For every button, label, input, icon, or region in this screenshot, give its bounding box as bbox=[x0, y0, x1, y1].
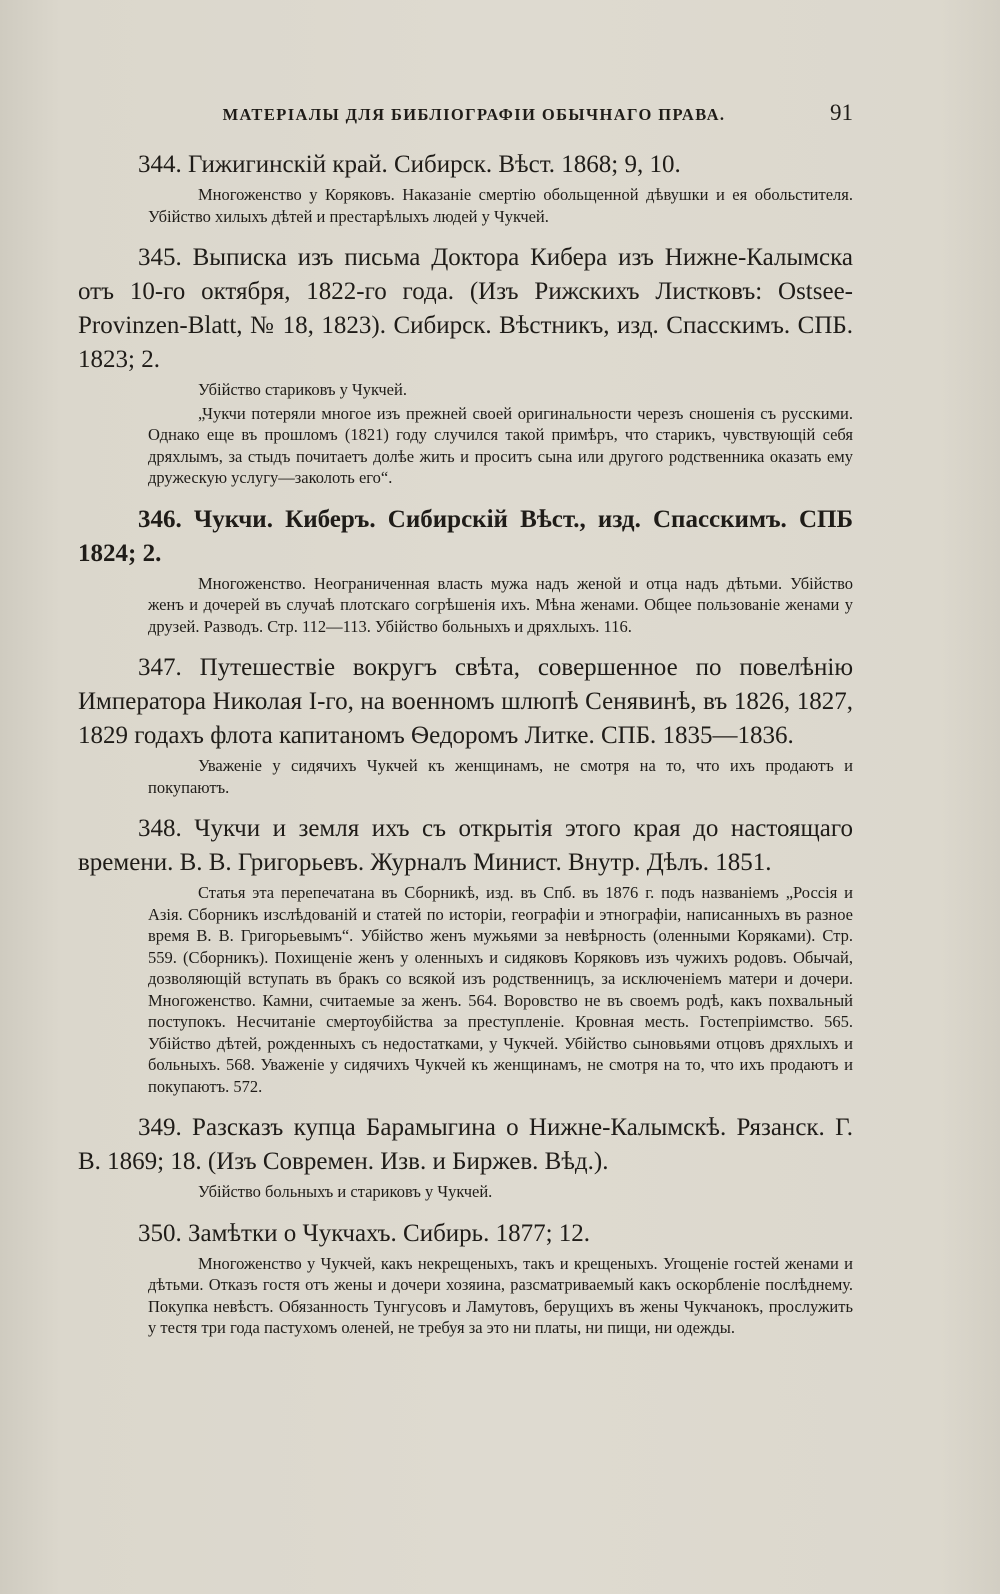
entry-348 bbox=[78, 812, 853, 1097]
annotation-block bbox=[78, 755, 853, 798]
entry-title: 349. Разсказъ купца Барамыгина о Нижне-Калымскѣ. Рязанск. Г. В. 1869; 18. (Изъ Современ. Изв. и Биржев. Вѣд.). bbox=[78, 1114, 853, 1175]
annotation-block bbox=[78, 184, 853, 227]
annotation: Многоженство. Неограниченная власть мужа надъ женой и отца надъ дѣтьми. Убійство женъ и дочерей въ случаѣ плотскаго согрѣшенія ихъ. Мѣна женами. Общее пользованіе женами у друзей. Разводъ. Стр. 112—113. Убійство больныхъ и дряхлыхъ. 116. bbox=[148, 573, 853, 636]
entry-347 bbox=[78, 651, 853, 798]
entry-title: 348. Чукчи и земля ихъ съ открытія этого края до настоящаго времени. В. В. Григорьевъ. Журналъ Минист. Внутр. Дѣлъ. 1851. bbox=[78, 815, 853, 876]
running-head bbox=[78, 100, 853, 126]
entry-title: 345. Выписка изъ письма Доктора Кибера изъ Нижне-Калымска отъ 10-го октября, 1822-го года. (Изъ Рижскихъ Листковъ: Ostsee-Provinzen-Blatt, № 18, 1823). Сибирск. Вѣстникъ, изд. Спасскимъ. СПБ. 1823; 2. bbox=[78, 244, 853, 373]
annotation: Убійство больныхъ и стариковъ у Чукчей. bbox=[198, 1182, 493, 1201]
annotation-block bbox=[78, 1253, 853, 1339]
entry-title: 344. Гижигинскій край. Сибирск. Вѣст. 1868; 9, 10. bbox=[138, 151, 681, 178]
annotation: Статья эта перепечатана въ Сборникѣ, изд. въ Спб. въ 1876 г. подъ названіемъ „Россія и Азія. Сборникъ изслѣдованій и статей по исторіи, географіи и этнографіи, написанныхъ въ разное время В. В. Григорьевымъ“. Убійство женъ мужьями за невѣрность (оленными Коряками). Стр. 559. (Сборникъ). Похищеніе женъ у оленныхъ и сидяковъ Коряковъ изъ чужихъ родовъ. Обычай, дозволяющій вступать въ бракъ со всякой изъ родственницъ, за исключеніемъ матери и дочери. Многоженство. Камни, считаемые за женъ. 564. Воровство не въ своемъ родѣ, какъ похвальный поступокъ. Несчитаніе смертоубійства за преступленіе. Кровная месть. Гостепріимство. 565. Убійство дѣтей, рожденныхъ съ недостатками, у Чукчей. Убійство сыновьями отцовъ дряхлыхъ и больныхъ. 568. Уваженіе у сидячихъ Чукчей къ женщинамъ, не смотря на то, что ихъ продаютъ и покупаютъ. 572. bbox=[148, 883, 853, 1096]
annotation-block bbox=[78, 1181, 853, 1203]
page-number: 91 bbox=[830, 100, 853, 125]
entry-344 bbox=[78, 148, 853, 227]
entry-title: 350. Замѣтки о Чукчахъ. Сибирь. 1877; 12. bbox=[138, 1219, 591, 1247]
annotation-block bbox=[78, 882, 853, 1097]
annotation: Уваженіе у сидячихъ Чукчей къ женщинамъ, не смотря на то, что ихъ продаютъ и покупаютъ. bbox=[148, 756, 853, 797]
annotation-quote: „Чукчи потеряли многое изъ прежней своей оригинальности черезъ сношенія съ русскими. Однако еще въ прошломъ (1821) году случился такой примѣръ, что старикъ, чувствующій себя дряхлымъ, за стыдъ почитаетъ долѣе жить и проситъ сына или другого родственника оказать ему дружескую услугу—заколоть его“. bbox=[148, 403, 853, 487]
entry-345 bbox=[78, 241, 853, 489]
entry-title: 346. Чукчи. Киберъ. Сибирскій Вѣст., изд. Спасскимъ. СПБ 1824; 2. bbox=[78, 505, 853, 567]
annotation: Многоженство у Коряковъ. Наказаніе смертію обольщенной дѣвушки и ея обольстителя. Убійство хилыхъ дѣтей и престарѣлыхъ людей у Чукчей. bbox=[148, 185, 853, 226]
entry-title: 347. Путешествіе вокругъ свѣта, совершенное по повелѣнію Императора Николая І-го, на военномъ шлюпѣ Сенявинѣ, въ 1826, 1827, 1829 годахъ флота капитаномъ Ѳедоромъ Литке. СПБ. 1835—1836. bbox=[78, 654, 853, 749]
running-title: МАТЕРІАЛЫ ДЛЯ БИБЛІОГРАФІИ ОБЫЧНАГО ПРАВА. bbox=[222, 105, 726, 124]
entry-349 bbox=[78, 1111, 853, 1203]
entry-350 bbox=[78, 1217, 853, 1339]
entry-346 bbox=[78, 503, 853, 638]
annotation-block bbox=[78, 379, 853, 489]
annotation-block bbox=[78, 573, 853, 638]
text-block bbox=[78, 100, 853, 1353]
annotation: Убійство стариковъ у Чукчей. bbox=[198, 380, 407, 399]
annotation: Многоженство у Чукчей, какъ некрещеныхъ, такъ и крещеныхъ. Угощеніе гостей женами и дѣтьми. Отказъ гостя отъ жены и дочери хозяина, разсматриваемый какъ оскорбленіе послѣднему. Покупка невѣстъ. Обязанность Тунгусовъ и Ламутовъ, берущихъ въ жены Чукчанокъ, прослужить у тестя три года пастухомъ оленей, не требуя за это ни платы, ни пищи, ни одежды. bbox=[148, 1253, 853, 1337]
